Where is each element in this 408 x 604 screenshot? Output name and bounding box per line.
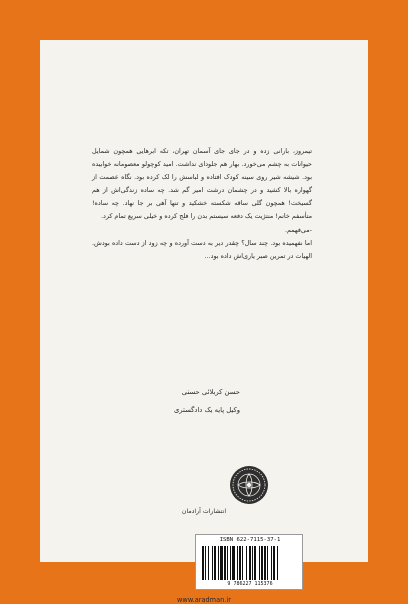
blurb-passage <box>92 145 312 263</box>
barcode-bar <box>239 546 241 580</box>
publisher-website: www.aradman.ir <box>177 596 231 604</box>
author-block <box>174 383 240 419</box>
barcode-bar <box>230 546 231 580</box>
barcode-bar <box>267 546 268 580</box>
barcode-bar <box>246 546 247 580</box>
isbn-number: ISBN 622-7115-37-1 <box>219 537 281 543</box>
barcode-bar <box>232 546 235 580</box>
barcode-bar <box>252 546 253 580</box>
back-cover <box>40 40 368 604</box>
blurb-paragraph-2: -می‌فهمم. <box>284 225 312 234</box>
barcode-bar <box>271 546 272 580</box>
barcode-bar <box>224 546 226 580</box>
barcode-bar <box>205 546 206 580</box>
barcode-bar <box>273 546 275 580</box>
publisher-name: انتشارات آرادمان <box>181 508 227 515</box>
barcode-bar <box>261 546 263 580</box>
isbn-barcode-box <box>195 534 303 590</box>
barcode-bar <box>254 546 256 580</box>
barcode-bar <box>249 546 251 580</box>
barcode-bar <box>220 546 223 580</box>
barcode-bar <box>202 546 204 580</box>
barcode-bar <box>264 546 266 580</box>
barcode-icon <box>201 546 299 580</box>
barcode-bar <box>212 546 213 580</box>
barcode-bar <box>227 546 228 580</box>
barcode-bar <box>277 546 278 580</box>
barcode-bar <box>242 546 243 580</box>
barcode-digits: 9 786227 115376 <box>227 581 273 587</box>
barcode-bar <box>237 546 238 580</box>
author-name: حسن کربلائی حسنی <box>181 388 240 396</box>
blurb-paragraph-3: اما نفهمیده بود. چند سال؟ چقدر دیر به دست آورده و چه زود از دست داده بودش. الهیات در تمرین صبر یاری‌اش داده بود... <box>92 238 312 260</box>
barcode-bar <box>218 546 219 580</box>
barcode-bar <box>259 546 260 580</box>
barcode-bar <box>214 546 216 580</box>
blurb-paragraph-1: تیمروز، بارانی زده و در جای جای آسمان تهران، تکه ابرهایی همچون شمایل حیوانات به چشم می‌خورد. بهار هم جلودای نداشت. امید کوچولو معصومانه خوابیده بود. شیشه شیر روی سینه کودک افتاده و لباسش را لک کرده بود. نگاه عصمت از گهواره بالا کشید و در چشمان درشت امیر گم شد. چه ساده زندگی‌اش از هم گسیخت! همچون گلی ساقه شکسته خشکید و تنها آهی بر جا نهاد. چه ساده! متأسفم خانم! منتژیت یک دفعه سیستم بدن را فلج کرده و خیلی سریع تمام کرد. <box>92 147 312 221</box>
publisher-ornament-icon <box>229 465 269 505</box>
author-title: وکیل پایه یک دادگستری <box>173 406 240 414</box>
barcode-bar <box>208 546 209 580</box>
